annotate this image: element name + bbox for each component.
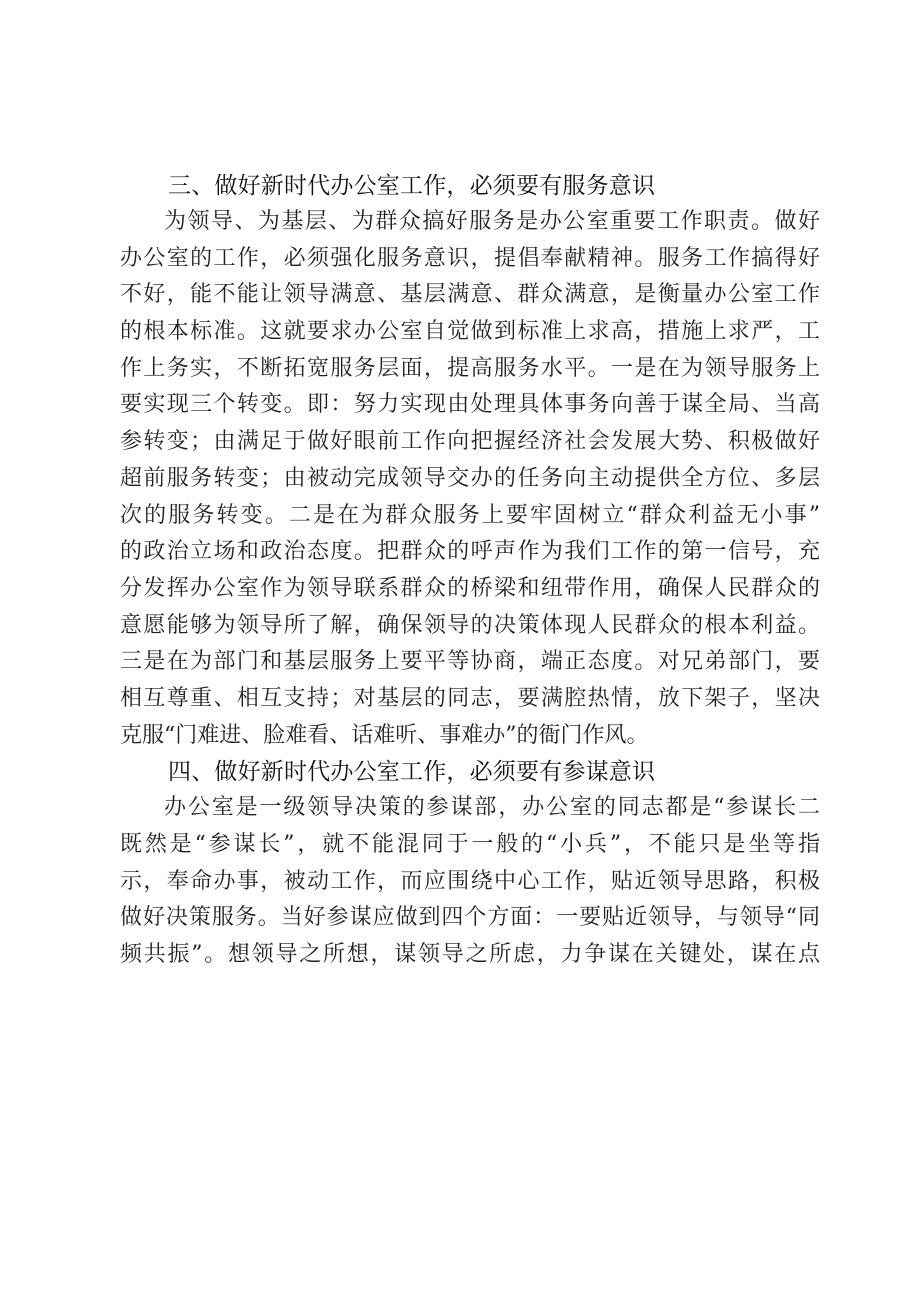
paragraph-line: 的政治立场和政治态度。把群众的呼声作为我们工作的第一信号，充: [120, 539, 820, 565]
section-3-paragraph: [120, 204, 820, 754]
document-body: [120, 168, 820, 974]
paragraph-line: 频共振”。想领导之所想，谋领导之所虑，力争谋在关键处，谋在点: [120, 942, 820, 968]
section-4-paragraph: [120, 790, 820, 973]
paragraph-line: 三是在为部门和基层服务上要平等协商，端正态度。对兄弟部门，要: [120, 649, 820, 675]
paragraph-line: 不好，能不能让领导满意、基层满意、群众满意，是衡量办公室工作: [120, 282, 820, 308]
paragraph-line: 的根本标准。这就要求办公室自觉做到标准上求高，措施上求严，工: [120, 319, 820, 345]
paragraph-line: 做好决策服务。当好参谋应做到四个方面：一要贴近领导，与领导“同: [120, 905, 820, 931]
paragraph-line: 克服“门难进、脸难看、话难听、事难办”的衙门作风。: [120, 722, 649, 748]
paragraph-line: 办公室是一级领导决策的参谋部，办公室的同志都是“参谋长二: [164, 795, 820, 821]
paragraph-line: 意愿能够为领导所了解，确保领导的决策体现人民群众的根本利益。: [120, 612, 820, 638]
paragraph-line: 参转变；由满足于做好眼前工作向把握经济社会发展大势、积极做好: [120, 429, 820, 455]
paragraph-line: 分发挥办公室作为领导联系群众的桥梁和纽带作用，确保人民群众的: [120, 575, 820, 601]
paragraph-line: 超前服务转变；由被动完成领导交办的任务向主动提供全方位、多层: [120, 465, 820, 491]
paragraph-line: 相互尊重、相互支持；对基层的同志，要满腔热情，放下架子，坚决: [120, 685, 820, 711]
paragraph-line: 为领导、为基层、为群众搞好服务是办公室重要工作职责。做好: [164, 209, 820, 234]
paragraph-line: 作上务实，不断拓宽服务层面，提高服务水平。一是在为领导服务上: [120, 355, 820, 381]
paragraph-line: 办公室的工作，必须强化服务意识，提倡奉献精神。服务工作搞得好: [120, 245, 820, 271]
paragraph-line: 要实现三个转变。即：努力实现由处理具体事务向善于谋全局、当高: [120, 392, 820, 418]
paragraph-line: 次的服务转变。二是在为群众服务上要牢固树立“群众利益无小事”: [120, 502, 820, 528]
section-3-heading: 三、做好新时代办公室工作，必须要有服务意识: [168, 173, 656, 199]
paragraph-line: 示，奉命办事，被动工作，而应围绕中心工作，贴近领导思路，积极: [120, 868, 820, 894]
section-4-heading: 四、做好新时代办公室工作，必须要有参谋意识: [168, 759, 656, 786]
paragraph-line: 既然是“参谋长”，就不能混同于一般的“小兵”，不能只是坐等指: [120, 832, 820, 857]
